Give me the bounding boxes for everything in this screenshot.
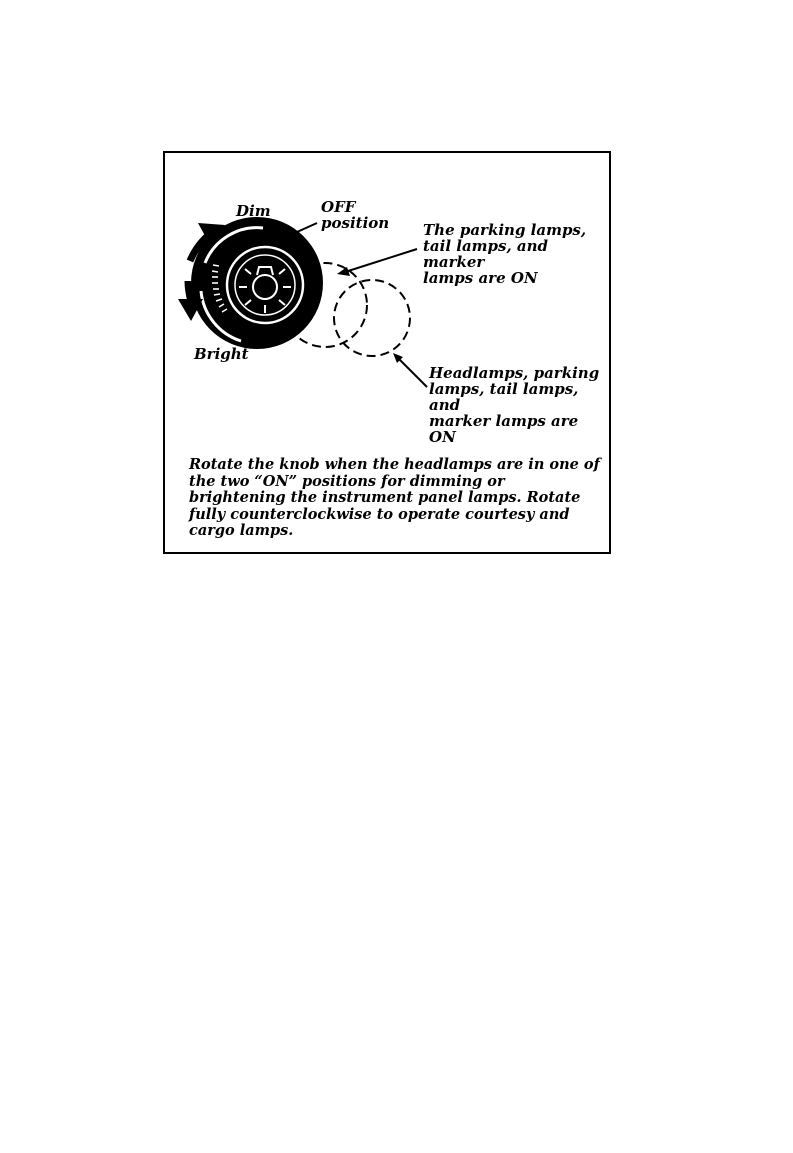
headlamp-switch-figure [163,151,611,554]
parking-lamps-on-label: The parking lamps, tail lamps, and marker lamps are ON [423,221,587,287]
off-position-label: OFF position [321,198,390,232]
headlamps-on-label: Headlamps, parking lamps, tail lamps, and marker lamps are ON [429,364,600,446]
headlamps-on-position-outline [334,280,410,356]
bright-label: Bright [194,345,249,363]
headlamps-arrow-icon [393,353,427,387]
parking-lamps-arrow-icon [337,249,417,276]
dim-label: Dim [236,202,271,220]
figure-caption: Rotate the knob when the headlamps are in one of the two “ON” positions for dimming or brightening the instrument panel lamps. Rotate fully counterclockwise to operate courtesy and cargo lamps. [189,456,600,539]
